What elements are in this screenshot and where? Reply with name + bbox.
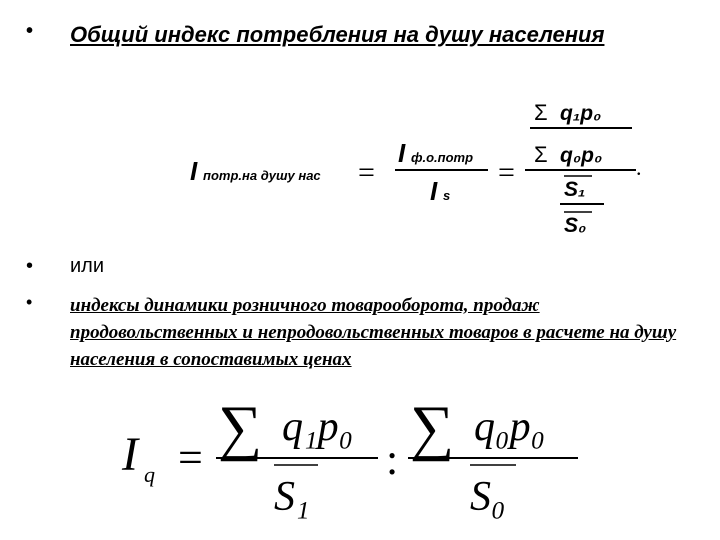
formula1-lhs-main: I <box>190 156 198 186</box>
formula1-frac-den-main: I <box>430 176 438 206</box>
or-text: или <box>70 255 105 277</box>
formula1-lhs-subscript: потр.на душу нас <box>203 168 321 183</box>
formula1-equals-2: = <box>498 156 515 189</box>
formula1-period: . <box>636 155 642 180</box>
heading-text: Общий индекс потребления на душу населения <box>70 22 605 47</box>
formula1-num-top: q₁p₀ <box>560 102 602 125</box>
formula2-left-numerator: q₁p₀ <box>282 404 354 450</box>
formula1-sum-bottom: Σ <box>534 142 548 167</box>
formula1-frac-num-main: I <box>398 138 406 168</box>
formula2-left-denominator: S₁ <box>274 474 310 520</box>
formula1-frac-num-sub: ф.о.потр <box>411 150 474 165</box>
bullet-marker: • <box>26 255 34 277</box>
bullet-marker: • <box>26 20 34 42</box>
formula2-colon: : <box>386 435 399 484</box>
formula2-sum-right: ∑ <box>410 394 455 462</box>
bullet-marker: • <box>26 292 33 312</box>
formula2-right-numerator: q₀p₀ <box>474 404 546 450</box>
formula1-den-top: S₁ <box>564 178 586 201</box>
description-text: индексы динамики розничного товарооборота, продаж продовольственных и непродовольственных товаров в расчете на душу населения в сопоставимых ценах <box>70 295 677 370</box>
formula2-right-denominator: S₀ <box>470 474 506 520</box>
formula2-equals: = <box>178 433 203 482</box>
formula1-den-bottom: S₀ <box>564 214 587 237</box>
formula1-equals-1: = <box>358 156 375 189</box>
formula2-lhs-main: I <box>122 428 138 481</box>
formula1-sum-top: Σ <box>534 100 548 125</box>
formula1-frac-den-sub: s <box>443 188 451 203</box>
formula2-sum-left: ∑ <box>218 394 263 462</box>
formula2-lhs-subscript: q <box>144 462 155 487</box>
formula1-num-bottom: q₀p₀ <box>560 144 603 167</box>
